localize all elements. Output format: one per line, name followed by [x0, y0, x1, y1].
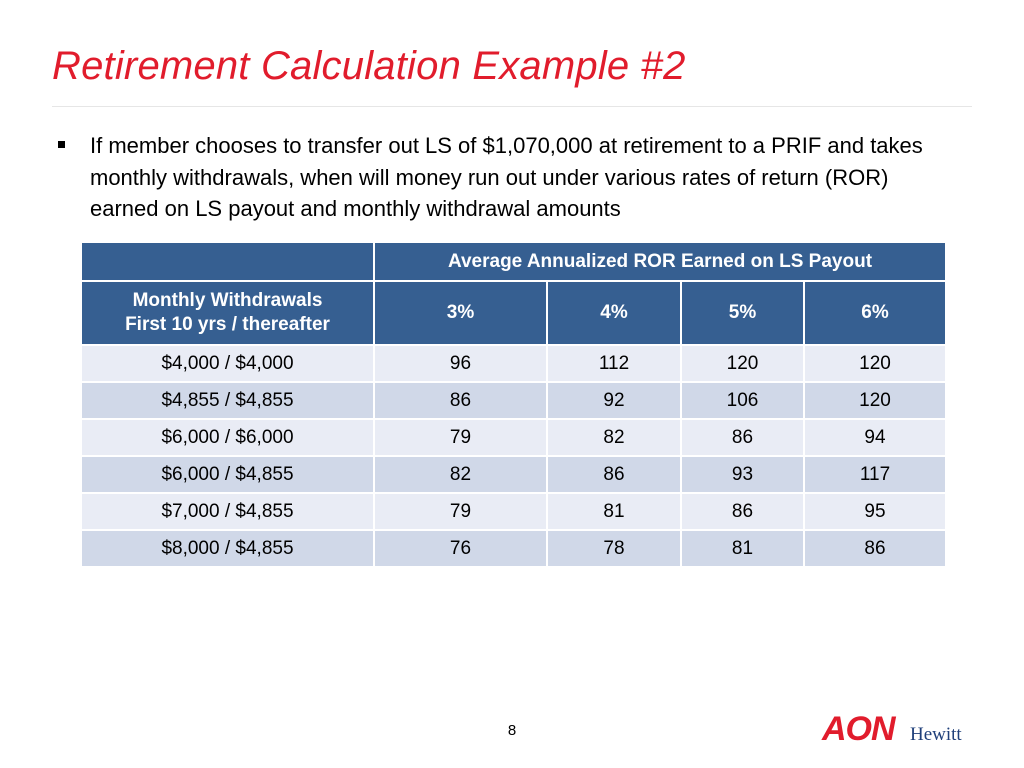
bullet-point — [58, 130, 963, 225]
row-label: $6,000 / $6,000 — [81, 419, 374, 456]
logo-sub-text: Hewitt — [910, 724, 962, 745]
table-cell: 95 — [804, 493, 946, 530]
row-label: $4,855 / $4,855 — [81, 382, 374, 419]
table-row — [81, 493, 946, 530]
bullet-square-icon — [58, 141, 65, 148]
withdrawal-table — [80, 241, 947, 568]
table-cell: 93 — [681, 456, 804, 493]
table-cell: 79 — [374, 419, 547, 456]
logo-brand-text: AON — [822, 710, 895, 746]
row-label: $4,000 / $4,000 — [81, 345, 374, 382]
column-header-3pct: 3% — [374, 281, 547, 345]
row-label: $8,000 / $4,855 — [81, 530, 374, 567]
table-row — [81, 530, 946, 567]
table-cell: 86 — [547, 456, 681, 493]
table-cell: 120 — [804, 382, 946, 419]
column-header-6pct: 6% — [804, 281, 946, 345]
table-cell: 106 — [681, 382, 804, 419]
table-cell: 120 — [804, 345, 946, 382]
table-cell: 112 — [547, 345, 681, 382]
table-cell: 96 — [374, 345, 547, 382]
bullet-text: If member chooses to transfer out LS of $1,070,000 at retirement to a PRIF and takes monthly withdrawals, when will money run out under various rates of return (ROR) earned on LS payout and monthly withdrawal amounts — [90, 133, 923, 221]
table-cell: 78 — [547, 530, 681, 567]
row-label: $7,000 / $4,855 — [81, 493, 374, 530]
table-row — [81, 345, 946, 382]
table-cell: 82 — [374, 456, 547, 493]
table-row — [81, 419, 946, 456]
table-cell: 82 — [547, 419, 681, 456]
table-cell: 81 — [681, 530, 804, 567]
table-row — [81, 456, 946, 493]
withdrawals-header-line2: First 10 yrs / thereafter — [125, 314, 330, 335]
aon-hewitt-logo — [820, 706, 980, 746]
table-group-header-row — [81, 242, 946, 281]
table-corner-cell — [81, 242, 374, 281]
column-header-5pct: 5% — [681, 281, 804, 345]
table-column-header-row — [81, 281, 946, 345]
withdrawals-column-header — [81, 281, 374, 345]
table-cell: 86 — [681, 419, 804, 456]
withdrawals-header-line1: Monthly Withdrawals — [132, 290, 323, 311]
title-divider — [52, 106, 972, 107]
table-cell: 76 — [374, 530, 547, 567]
table-cell: 81 — [547, 493, 681, 530]
page-number: 8 — [507, 722, 517, 739]
ror-group-header: Average Annualized ROR Earned on LS Payout — [374, 242, 946, 281]
table-cell: 86 — [374, 382, 547, 419]
table-cell: 120 — [681, 345, 804, 382]
slide-title: Retirement Calculation Example #2 — [52, 44, 686, 88]
row-label: $6,000 / $4,855 — [81, 456, 374, 493]
table-row — [81, 382, 946, 419]
table-cell: 94 — [804, 419, 946, 456]
table-cell: 79 — [374, 493, 547, 530]
table-cell: 86 — [804, 530, 946, 567]
table-cell: 117 — [804, 456, 946, 493]
column-header-4pct: 4% — [547, 281, 681, 345]
table-cell: 92 — [547, 382, 681, 419]
table-cell: 86 — [681, 493, 804, 530]
